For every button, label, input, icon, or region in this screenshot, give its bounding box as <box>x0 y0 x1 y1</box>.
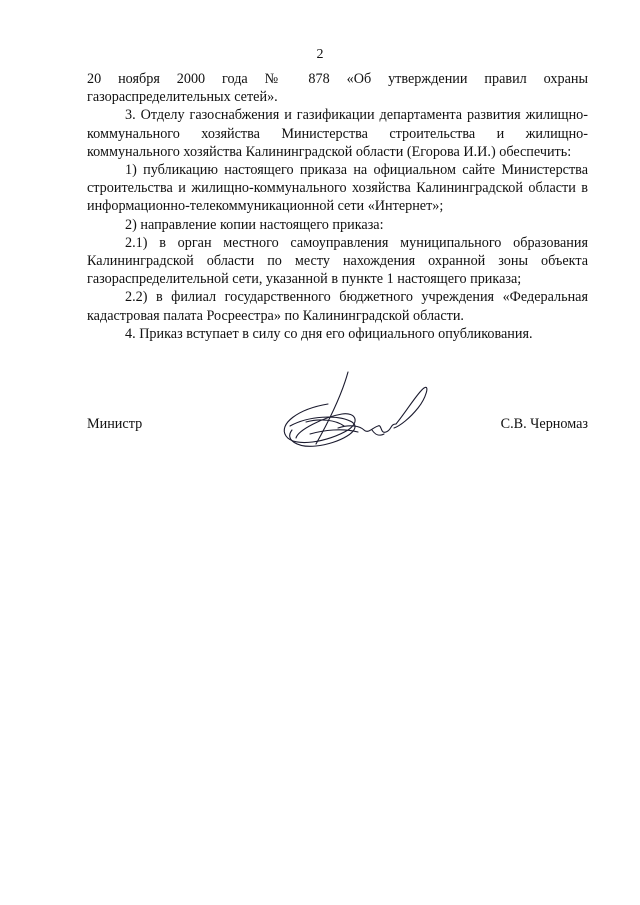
document-body <box>87 70 588 343</box>
paragraph-item-3: 3. Отделу газоснабжения и газификации департамента развития жилищно-коммунального хозяйства Министерства строительства и жилищно-коммунального хозяйства Калининградской области (Егорова И.И.) обеспечить: <box>87 107 588 160</box>
handwritten-signature-icon <box>268 364 438 464</box>
signatory-position: Министр <box>87 416 143 432</box>
paragraph-continuation: 20 ноября 2000 года № 878 «Об утверждении правил охраны газораспределительных сетей». <box>87 71 588 106</box>
page-number: 2 <box>316 47 324 62</box>
paragraph-item-3-2: 2) направление копии настоящего приказа: <box>125 216 384 233</box>
paragraph-item-2-1: 2.1) в орган местного самоуправления муниципального образования Калининградской области по месту нахождения охранной зоны объекта газораспределительной сети, указанной в пункте 1 настоящего приказа; <box>87 234 588 288</box>
signature-block <box>87 415 588 437</box>
paragraph-item-3-1: 1) публикацию настоящего приказа на официальном сайте Министерства строительства и жилищно-коммунального хозяйства Калининградской области в информационно-телекоммуникационной сети «Интернет»; <box>87 162 588 215</box>
signatory-name: С.В. Черномаз <box>500 416 588 432</box>
paragraph-item-4: 4. Приказ вступает в силу со дня его официального опубликования. <box>125 325 533 342</box>
paragraph-item-2-2: 2.2) в филиал государственного бюджетного учреждения «Федеральная кадастровая палата Росреестра» по Калининградской области. <box>87 289 588 324</box>
